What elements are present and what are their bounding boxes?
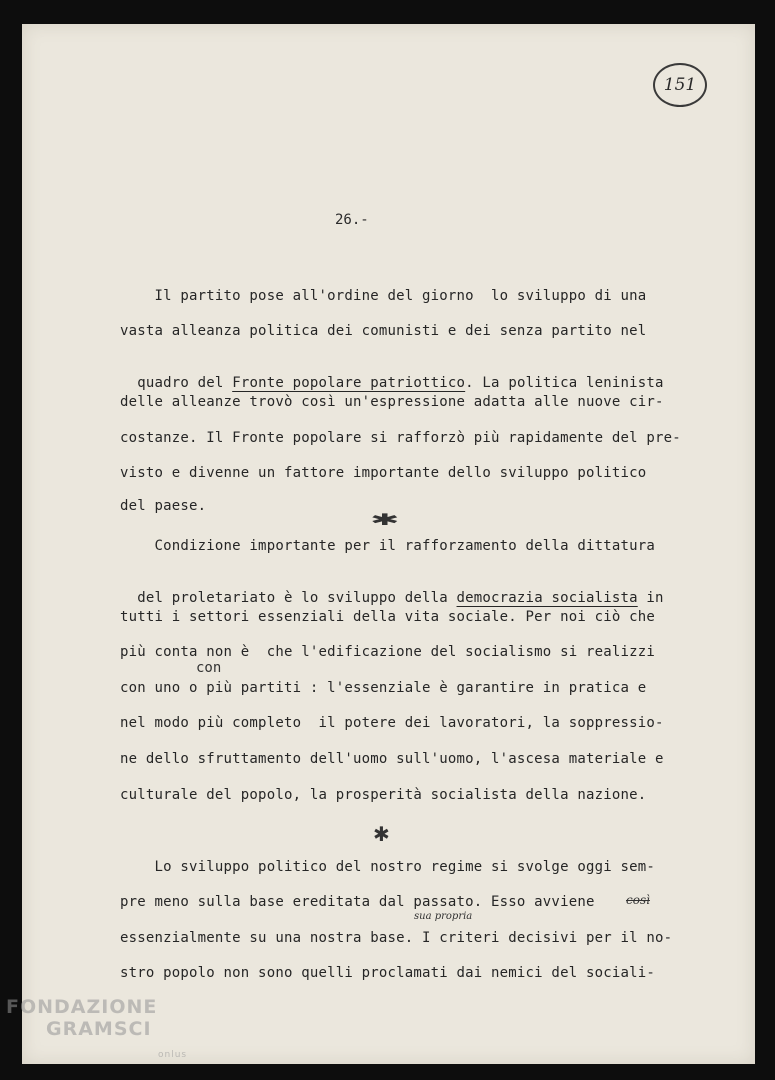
text-fragment: quadro del (137, 375, 233, 391)
text-line: ne dello sfruttamento dell'uomo sull'uomo, l'ascesa materiale e (120, 751, 664, 767)
text-fragment: . La politica leninista (465, 375, 664, 391)
watermark-line: GRAMSCI (46, 1018, 152, 1040)
text-line: più conta non è che l'edificazione del socialismo si realizzi (120, 644, 655, 660)
text-fragment: del proletariato è lo sviluppo della (137, 590, 457, 606)
underlined-phrase: democrazia socialista (456, 590, 638, 606)
text-fragment: in (637, 590, 664, 606)
handwritten-insertion: sua propria (414, 911, 473, 922)
text-line: essenzialmente su una nostra base. I criteri decisivi per il no- (120, 930, 673, 946)
text-line: del paese. (120, 498, 207, 514)
fondazione-gramsci-watermark (6, 996, 188, 1060)
text-line: stro popolo non sono quelli proclamati dai nemici del sociali- (120, 965, 655, 981)
watermark-line: FONDAZIONE (6, 996, 158, 1018)
text-line: Il partito pose all'ordine del giorno lo sviluppo di una (120, 288, 647, 304)
text-line: con uno o più partiti : l'essenziale è garantire in pratica e (120, 680, 647, 696)
separator-asterisk: ✱ (373, 822, 390, 846)
text-line: vasta alleanza politica dei comunisti e dei senza partito nel (120, 323, 647, 339)
folio-stamp: 151 (653, 63, 707, 107)
struck-word: così (626, 893, 650, 907)
text-line: nel modo più completo il potere dei lavoratori, la soppressio- (120, 715, 664, 731)
text-line: costanze. Il Fronte popolare si rafforzò più rapidamente del pre- (120, 430, 681, 446)
text-line (120, 574, 664, 606)
page-number: 26.- (335, 212, 369, 228)
text-line: Lo sviluppo politico del nostro regime si svolge oggi sem- (120, 859, 655, 875)
inserted-word: con (196, 660, 222, 676)
text-line: delle alleanze trovò così un'espressione adatta alle nuove cir- (120, 394, 664, 410)
text-line: visto e divenne un fattore importante dello sviluppo politico (120, 465, 647, 481)
text-line (120, 359, 664, 391)
text-line: Condizione importante per il rafforzamento della dittatura (120, 538, 655, 554)
watermark-line: onlus (158, 1050, 188, 1060)
text-line: pre meno sulla base ereditata dal passato. Esso avviene (120, 894, 595, 910)
text-line: tutti i settori essenziali della vita sociale. Per noi ciò che (120, 609, 655, 625)
text-line: culturale del popolo, la prosperità socialista della nazione. (120, 787, 647, 803)
separator-scribble: ✱ (369, 510, 400, 529)
underlined-phrase: Fronte popolare patriottico (232, 375, 466, 391)
